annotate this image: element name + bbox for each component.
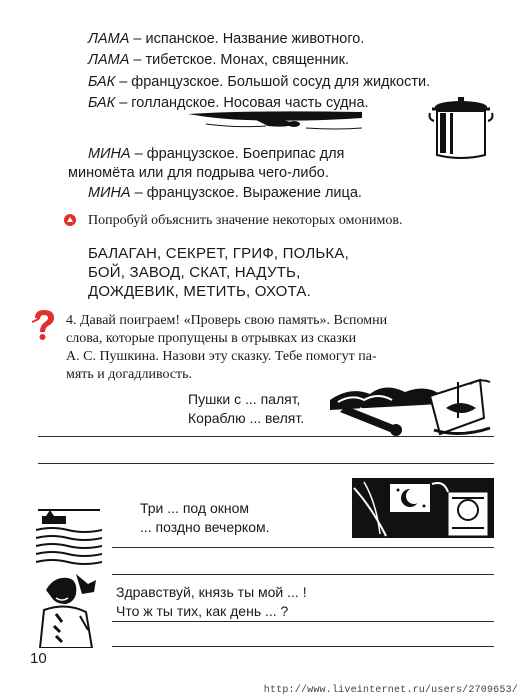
term: БАК [88, 74, 116, 90]
definition-text: – французское. Большой сосуд для жидкости. [115, 74, 431, 90]
task-4-line3: А. С. Пушкина. Назови эту сказку. Тебе помогут па- [66, 349, 377, 364]
answer-line[interactable] [112, 547, 494, 548]
definition-text: – испанское. Название животного. [129, 31, 365, 47]
poem-3 [116, 583, 307, 621]
homonym-row: БОЙ, ЗАВОД, СКАТ, НАДУТЬ, [88, 264, 301, 281]
definition-text: – французское. Выражение лица. [130, 185, 362, 201]
poem-2 [140, 499, 270, 537]
definition-text: – голландское. Носовая часть судна. [115, 95, 369, 111]
term: БАК [88, 95, 116, 111]
bullet-icon [64, 214, 76, 226]
term: ЛАМА [88, 31, 130, 47]
definition-mina-ammo [88, 145, 344, 163]
answer-line[interactable] [112, 621, 494, 622]
sea-ship-illustration [36, 508, 102, 570]
question-mark-icon [30, 308, 58, 342]
window-moon-illustration [352, 478, 494, 538]
poem-line: Три ... под окном [140, 500, 249, 516]
page-number: 10 [30, 650, 47, 667]
definition-lama-spanish [88, 30, 364, 48]
poem-1 [188, 390, 304, 428]
answer-line[interactable] [38, 463, 494, 464]
poem-line: ... поздно вечерком. [140, 519, 270, 535]
poem-line: Пушки с ... палят, [188, 391, 301, 407]
definition-text: – французское. Боеприпас для [130, 146, 345, 162]
task-4-line4: мять и догадливость. [66, 367, 193, 382]
task-4-line1: 4. Давай поиграем! «Проверь свою память». Вспомни [66, 313, 388, 328]
task-4-line2: слова, которые пропущены в отрывках из сказки [66, 331, 357, 346]
definition-text: – тибетское. Монах, священник. [129, 52, 350, 68]
definition-lama-tibetan [88, 51, 349, 69]
answer-line[interactable] [112, 646, 494, 647]
answer-line[interactable] [38, 436, 494, 437]
homonym-row: ДОЖДЕВИК, МЕТИТЬ, ОХОТА. [88, 283, 311, 300]
watermark-url: http://www.liveinternet.ru/users/2709653/ [263, 685, 518, 696]
term: МИНА [88, 185, 131, 201]
definition-text: минoмёта или для подрыва чего-либо. [68, 165, 329, 181]
poem-line: Здравствуй, князь ты мой ... ! [116, 584, 307, 600]
answer-line[interactable] [112, 574, 494, 575]
ships-cannons-illustration [330, 378, 494, 440]
poem-line: Кораблю ... велят. [188, 410, 305, 426]
homonym-row: БАЛАГАН, СЕКРЕТ, ГРИФ, ПОЛЬКА, [88, 245, 349, 262]
term: ЛАМА [88, 52, 130, 68]
task-intro: Попробуй объяснить значение некоторых омонимов. [88, 213, 403, 228]
ship-bow-illustration [186, 108, 366, 134]
pot-illustration [428, 95, 494, 161]
term: МИНА [88, 146, 131, 162]
man-illustration [36, 570, 102, 648]
poem-line: Что ж ты тих, как день ... ? [116, 603, 289, 619]
definition-bak-french [88, 73, 430, 91]
definition-mina-face [88, 184, 362, 202]
definition-mina-ammo-cont [68, 164, 329, 182]
